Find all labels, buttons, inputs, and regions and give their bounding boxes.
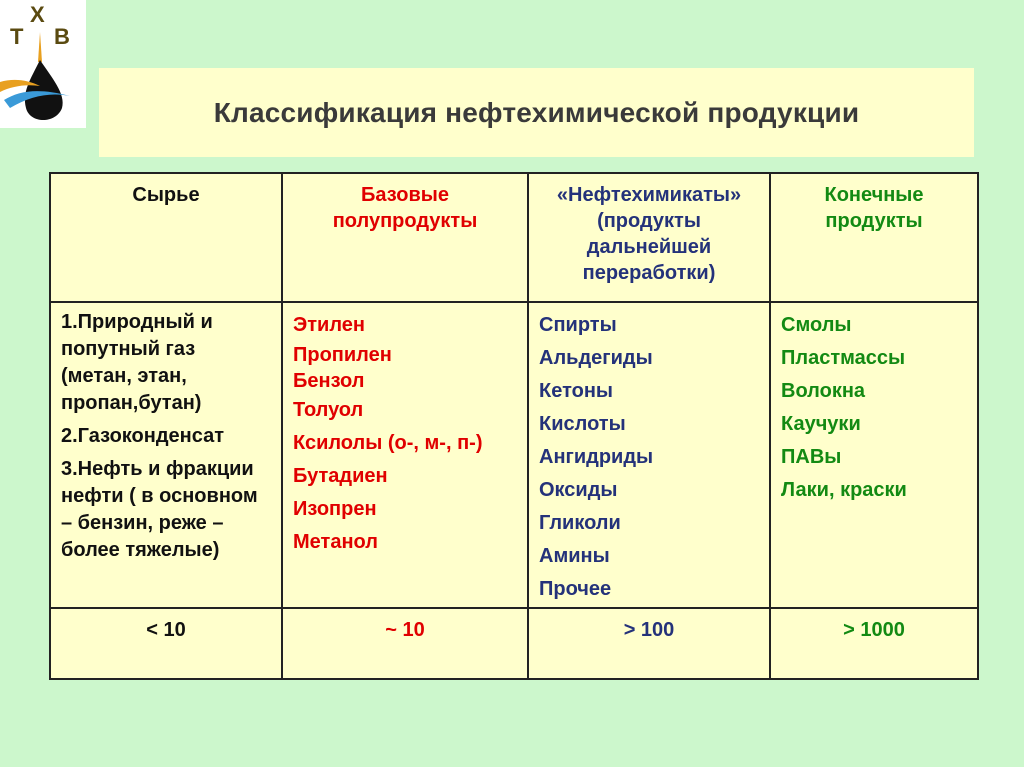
list-item: Спирты <box>539 314 617 336</box>
list-item: Метанол <box>293 531 378 553</box>
list-item: Лаки, краски <box>781 479 907 501</box>
classification-table <box>49 172 979 680</box>
list-item: Ксилолы (о-, м-, п-) <box>293 432 483 454</box>
header-petrochem-line: «Нефтехимикаты» <box>556 184 742 206</box>
table-body-row <box>50 302 978 608</box>
list-item: Этилен <box>293 314 365 336</box>
list-item: Бутадиен <box>293 465 388 487</box>
raw-cell <box>50 302 282 608</box>
logo-letter-top: Х <box>30 2 45 27</box>
list-item: Амины <box>539 545 610 567</box>
count-base: ~ 10 <box>282 608 528 679</box>
list-item: Альдегиды <box>539 347 653 369</box>
list-item: Оксиды <box>539 479 618 501</box>
list-item: ПАВы <box>781 446 842 468</box>
header-final-line: Конечные <box>824 184 924 206</box>
count-raw: < 10 <box>50 608 282 679</box>
header-raw-line: Сырье <box>132 184 200 206</box>
logo <box>0 0 86 128</box>
petrochem-cell <box>528 302 770 608</box>
list-item: Кислоты <box>539 413 626 435</box>
logo-letter-right: В <box>54 24 70 49</box>
list-item: Пропилен <box>293 344 392 366</box>
logo-letter-left: Т <box>10 24 24 49</box>
header-petrochem-line: (продукты <box>597 210 701 232</box>
list-item: Толуол <box>293 399 364 421</box>
list-item: Ангидриды <box>539 446 654 468</box>
list-item: Волокна <box>781 380 866 402</box>
header-base-line: полупродукты <box>332 210 478 232</box>
raw-item: 2.Газоконденсат <box>61 425 225 447</box>
slide-title: Классификация нефтехимической продукции <box>213 96 860 128</box>
header-petrochem-line: переработки) <box>582 262 716 284</box>
count-petrochem: > 100 <box>528 608 770 679</box>
list-item: Кетоны <box>539 380 613 402</box>
header-final-line: продукты <box>825 210 923 232</box>
base-cell <box>282 302 528 608</box>
list-item: Смолы <box>781 314 852 336</box>
list-item: Пластмассы <box>781 347 906 369</box>
list-item: Каучуки <box>781 413 861 435</box>
header-base <box>282 173 528 302</box>
table-count-row <box>50 608 978 679</box>
header-base-line: Базовые <box>361 184 449 206</box>
table-header-row <box>50 173 978 302</box>
list-item: Прочее <box>539 578 612 600</box>
list-item: Бензол <box>293 370 365 392</box>
title-panel <box>99 68 974 157</box>
raw-item: 1.Природный и попутный газ (метан, этан, пропан,бутан) <box>61 311 213 414</box>
header-petrochem <box>528 173 770 302</box>
header-final <box>770 173 978 302</box>
raw-item: 3.Нефть и фракции нефти ( в основном – бензин, реже – более тяжелые) <box>61 458 258 561</box>
list-item: Изопрен <box>293 498 377 520</box>
header-petrochem-line: дальнейшей <box>586 236 712 258</box>
final-cell <box>770 302 978 608</box>
list-item: Гликоли <box>539 512 621 534</box>
oil-drop-logo-icon <box>0 0 86 128</box>
header-raw <box>50 173 282 302</box>
count-final: > 1000 <box>770 608 978 679</box>
